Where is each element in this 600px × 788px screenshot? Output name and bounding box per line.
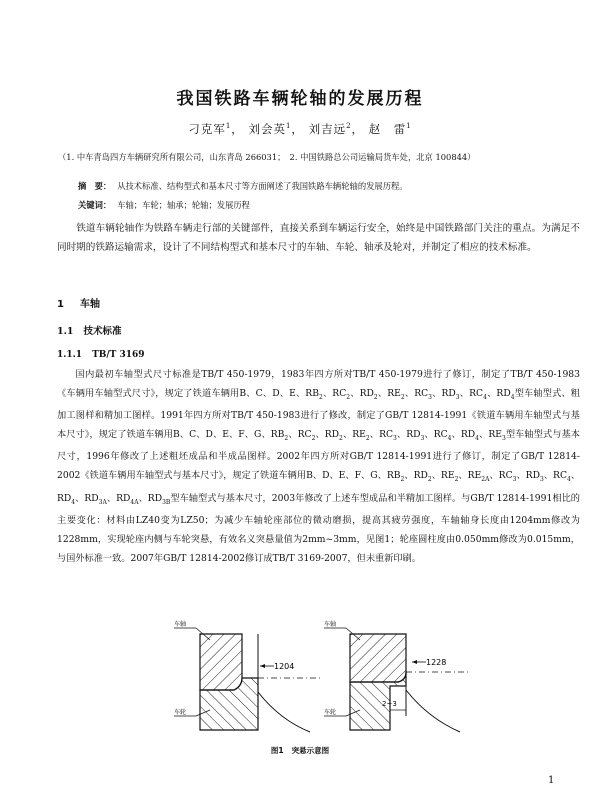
subscript: 2 xyxy=(339,434,343,442)
body-text-run: 、RC xyxy=(288,428,312,440)
subscript: 3A xyxy=(98,498,107,506)
author-separator: ， xyxy=(231,122,244,136)
section-heading xyxy=(57,295,100,310)
subscript: 2 xyxy=(284,434,289,442)
subscript: 2 xyxy=(427,476,432,483)
keywords-text: 车轴；车轮；轴承；轮轴；发展历程 xyxy=(117,200,250,210)
subsubsection-title: TB/T 3169 xyxy=(92,350,145,360)
author-name: 刘吉远 xyxy=(308,122,347,136)
subscript: 3 xyxy=(420,434,425,442)
author-name: 刘会英 xyxy=(248,122,286,136)
dimension-label: 1204 xyxy=(274,662,295,671)
subscript: 2 xyxy=(400,476,405,483)
axle-section xyxy=(350,634,406,682)
body-text-run: 、RC xyxy=(489,470,513,482)
subsection-title: 技术标准 xyxy=(83,326,122,337)
body-text-run: 、RD xyxy=(315,428,340,440)
body-text-run: 、RC xyxy=(369,428,394,440)
body-text-run: 国内最初车轴型式尺寸标准是TB/T 450-1979，1983年四方所对TB/T 450-1979进行了修订，制定了TB/T 450-1983《车辆用车轴型式尺寸》，规定了铁道车辆用B、C、D、E、RB xyxy=(57,369,580,399)
figure-caption xyxy=(0,745,600,756)
subscript: 2 xyxy=(365,434,370,442)
body-text-run: 、RD xyxy=(451,428,476,440)
author-affil-mark: 1 xyxy=(406,122,412,131)
subscript: 2 xyxy=(373,393,378,401)
author-separator: ， xyxy=(351,122,365,136)
author-affil-mark: 1 xyxy=(225,122,232,131)
body-text-run: 、RD xyxy=(57,470,581,504)
body-text-run: 、RC xyxy=(459,387,484,399)
wheel-web-curve xyxy=(406,690,460,732)
body-text-run: 、RE xyxy=(377,387,401,399)
subscript: 3B xyxy=(162,498,171,506)
subscript: 2 xyxy=(311,434,316,442)
subscript: 4 xyxy=(475,434,479,442)
subscript: 2 xyxy=(318,393,323,401)
subscript: 3 xyxy=(428,393,432,401)
subscript: 3 xyxy=(512,476,517,483)
subscript: 4 xyxy=(447,434,452,442)
dimension-label: 1228 xyxy=(426,658,447,667)
author-list xyxy=(0,121,600,137)
body-text-run: 、RD xyxy=(516,470,540,482)
subscript: 2A xyxy=(481,476,490,483)
body-text-run: 、RD xyxy=(75,492,99,504)
body-text-run: 、RD xyxy=(486,387,511,399)
body-text-run: 型车轴型式与基本尺寸，1996年修改了上述粗坯成品和半成品图样。2002年四方所对GB/T 12814-1991进行了修订，制定了GB/T 12814-2002《铁道车辆用车轴型式与基本尺寸》，规定了铁道车辆用B、D、E、F、G、RB xyxy=(57,428,580,482)
abstract xyxy=(78,180,578,192)
author-affil-mark: 2 xyxy=(346,122,352,131)
figure-number: 图1 xyxy=(270,746,284,755)
label-axle: 车轴 xyxy=(174,621,187,628)
figure-left-panel xyxy=(170,620,330,738)
abstract-label: 摘 要： xyxy=(78,181,112,191)
body-text-run: 型车轴型式、粗加工图样和精加工图样。1991年四方所对TB/T 450-1983进行了修改，制定了GB/T 12814-1991《铁道车辆用车轴型式与基本尺寸》，规定了铁道车辆用B、C、D、E、F、G、RB xyxy=(57,387,580,440)
subscript: 4 xyxy=(483,393,487,401)
body-text-run: 、RD xyxy=(431,387,456,399)
subscript: 4 xyxy=(510,393,515,401)
body-text-run: 、RE xyxy=(478,428,502,440)
subsection-heading xyxy=(57,323,122,337)
subsection-number: 1.1 xyxy=(57,326,74,337)
section-number: 1 xyxy=(57,299,64,310)
body-text-run: 、RC xyxy=(424,428,448,440)
body-text-run: 、RC xyxy=(322,387,347,399)
body-text-run: 型车轴型式与基本尺寸，2003年修改了上述车型成品和半精加工图样。与GB/T 12814-1991相比的主要变化：材料由LZ40变为LZ50；为减少车轴轮座部位的微动磨损，提高其疲劳强度，车轴轴身长度由1204mm修改为1228mm，实现轮座内侧与车轮突悬，有效名义突悬量值为2mm~3mm，见图1；轮座圆柱度由0.050mm修改为0.015mm，与国外标准一致。2007年GB/T 12814-2002修订成TB/T 3169-2007，但未重新印刷。 xyxy=(57,492,580,564)
label-wheel: 车轮 xyxy=(324,709,337,716)
wheel-web-curve xyxy=(258,692,310,732)
body-text xyxy=(57,366,580,568)
abstract-text: 从技术标准、结构型式和基本尺寸等方面阐述了我国铁路车辆轮轴的发展历程。 xyxy=(117,181,408,191)
author-separator: ， xyxy=(291,122,304,136)
keywords-label: 关键词： xyxy=(78,200,112,210)
subscript: 4 xyxy=(566,476,571,483)
subscript: 4A xyxy=(130,498,139,506)
body-text-run: 、RD xyxy=(396,428,421,440)
subscript: 3 xyxy=(501,434,506,442)
body-text-run: 、RE xyxy=(458,470,482,482)
axle-section xyxy=(200,634,242,690)
arrow-head xyxy=(412,660,417,664)
arrow-head xyxy=(260,664,265,668)
page-number: 1 xyxy=(548,775,555,786)
section-title: 车轴 xyxy=(79,299,100,310)
offset-label: 2~3 xyxy=(382,700,397,708)
subsubsection-number: 1.1.1 xyxy=(57,350,83,360)
body-text-run: 、RD xyxy=(350,387,374,399)
body-text-run: 、RD xyxy=(404,470,428,482)
figure-right-panel xyxy=(320,620,480,738)
author-name: 刁克军 xyxy=(188,122,226,136)
body-text-run: 、RE xyxy=(342,428,366,440)
body-text-run: 、RE xyxy=(431,470,455,482)
subscript: 3 xyxy=(539,476,544,483)
subscript: 3 xyxy=(455,393,460,401)
subscript: 4 xyxy=(71,498,76,506)
label-wheel: 车轮 xyxy=(174,709,187,716)
body-text-run: 、RD xyxy=(106,492,131,504)
subscript: 2 xyxy=(346,393,351,401)
keywords xyxy=(78,199,578,211)
subscript: 2 xyxy=(454,476,459,483)
body-text-run: 、RD xyxy=(138,492,163,504)
affiliation: （1. 中车青岛四方车辆研究所有限公司，山东青岛 266031； 2. 中国铁路总公司运输局货车处，北京 100844） xyxy=(58,152,476,162)
intro-text: 铁道车辆轮轴作为铁路车辆走行部的关键部件，直接关系到车辆运行安全，始终是中国铁路部门关注的重点。为满足不同时期的铁路运输需求，设计了不同结构型式和基本尺寸的车轴、车轮、轴承及轮对，并制定了相应的技术标准。 xyxy=(57,223,580,253)
author-name: 赵 雷 xyxy=(368,122,407,136)
body-paragraph xyxy=(57,366,580,568)
subscript: 3 xyxy=(393,434,397,442)
intro-paragraph xyxy=(57,220,580,257)
figure-caption-text: 突悬示意图 xyxy=(291,746,330,755)
body-text-run: 、RC xyxy=(404,387,429,399)
body-text-run: 、RC xyxy=(543,470,567,482)
author-affil-mark: 1 xyxy=(285,122,292,131)
paper-title: 我国铁路车辆轮轴的发展历程 xyxy=(176,89,424,109)
subscript: 2 xyxy=(400,393,405,401)
label-axle: 车轴 xyxy=(324,621,337,628)
subsubsection-heading xyxy=(57,350,145,360)
